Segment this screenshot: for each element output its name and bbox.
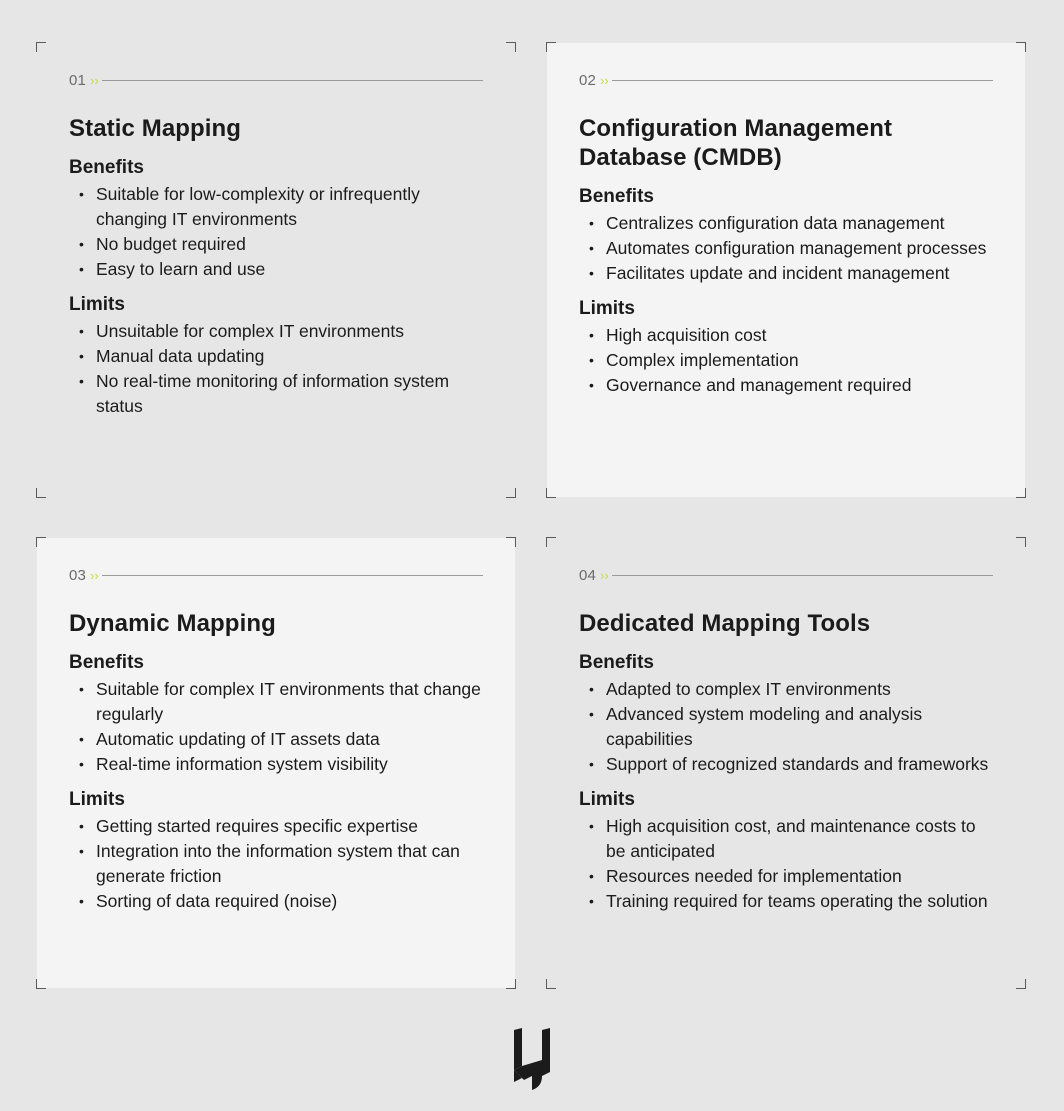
list-item: • No real-time monitoring of information system status: [79, 371, 450, 416]
list-item: • Training required for teams operating the solution: [579, 889, 993, 914]
card-number: 03: [69, 566, 87, 584]
bullet-dot-icon: •: [79, 731, 84, 747]
corner-mark: [546, 537, 556, 547]
bullet-dot-icon: •: [589, 818, 594, 834]
list-item: • No budget required: [69, 232, 483, 257]
bullet-dot-icon: •: [589, 756, 594, 772]
card-dynamic-mapping: [37, 538, 515, 988]
list-item: • Governance and management required: [579, 373, 993, 398]
list-item: • Sorting of data required (noise): [69, 889, 483, 914]
card-title: Configuration Management Database (CMDB): [579, 115, 893, 171]
corner-mark: [506, 488, 516, 498]
bullet-dot-icon: •: [79, 236, 84, 252]
list-item: • Getting started requires specific expertise: [69, 814, 483, 839]
divider-line: [102, 575, 483, 576]
double-chevron-right-icon: ››: [600, 72, 609, 88]
list-item: • High acquisition cost: [579, 323, 993, 348]
list-item: • Facilitates update and incident management: [579, 261, 993, 286]
bullet-dot-icon: •: [589, 706, 594, 722]
list-item: • Suitable for complex IT environments that change regularly: [79, 679, 481, 724]
limits-heading: Limits: [579, 789, 635, 810]
corner-mark: [36, 42, 46, 52]
bullet-dot-icon: •: [79, 843, 84, 859]
corner-mark: [506, 42, 516, 52]
bullet-dot-icon: •: [589, 352, 594, 368]
bullet-dot-icon: •: [589, 265, 594, 281]
limits-list: [69, 814, 483, 914]
limits-heading: Limits: [579, 298, 635, 319]
card-title: Dedicated Mapping Tools: [579, 610, 871, 637]
bullet-dot-icon: •: [589, 681, 594, 697]
list-item: • Suitable for low-complexity or infrequently changing IT environments: [79, 184, 420, 229]
card-title: Dynamic Mapping: [69, 610, 276, 637]
bullet-dot-icon: •: [589, 215, 594, 231]
card-number: 02: [579, 71, 597, 89]
corner-mark: [36, 979, 46, 989]
corner-mark: [546, 979, 556, 989]
list-item: • Manual data updating: [69, 344, 483, 369]
card-number-row: [579, 71, 993, 89]
corner-mark: [506, 537, 516, 547]
card-dedicated-mapping-tools: [547, 538, 1025, 988]
corner-mark: [1016, 537, 1026, 547]
divider-line: [612, 575, 993, 576]
divider-line: [612, 80, 993, 81]
bullet-dot-icon: •: [589, 327, 594, 343]
card-cmdb: [547, 43, 1025, 497]
double-chevron-right-icon: ››: [90, 72, 99, 88]
benefits-heading: Benefits: [69, 652, 144, 673]
brand-logo: [511, 1026, 553, 1092]
corner-mark: [36, 537, 46, 547]
list-item: • Automates configuration management processes: [579, 236, 993, 261]
list-item: • Real-time information system visibility: [69, 752, 483, 777]
limits-list: [69, 319, 483, 419]
card-static-mapping: [37, 43, 515, 497]
limits-list: [579, 814, 993, 914]
bullet-dot-icon: •: [79, 756, 84, 772]
list-item: • Centralizes configuration data management: [579, 211, 993, 236]
corner-mark: [546, 488, 556, 498]
bullet-dot-icon: •: [589, 377, 594, 393]
benefits-list: [69, 677, 483, 777]
limits-list: [579, 323, 993, 398]
benefits-heading: Benefits: [579, 186, 654, 207]
bullet-dot-icon: •: [79, 818, 84, 834]
benefits-list: [579, 211, 993, 286]
corner-mark: [506, 979, 516, 989]
corner-mark: [36, 488, 46, 498]
list-item: • Adapted to complex IT environments: [579, 677, 993, 702]
divider-line: [102, 80, 483, 81]
bullet-dot-icon: •: [79, 893, 84, 909]
corner-mark: [546, 42, 556, 52]
list-item: • Support of recognized standards and frameworks: [579, 752, 993, 777]
bullet-dot-icon: •: [79, 681, 84, 697]
benefits-heading: Benefits: [579, 652, 654, 673]
card-number: 01: [69, 71, 87, 89]
corner-mark: [1016, 488, 1026, 498]
list-item: • Unsuitable for complex IT environments: [69, 319, 483, 344]
bullet-dot-icon: •: [79, 373, 84, 389]
corner-mark: [1016, 42, 1026, 52]
list-item: • Resources needed for implementation: [579, 864, 993, 889]
list-item: • High acquisition cost, and maintenance costs to be anticipated: [589, 816, 976, 861]
bullet-dot-icon: •: [79, 261, 84, 277]
bullet-dot-icon: •: [79, 323, 84, 339]
double-chevron-right-icon: ››: [600, 567, 609, 583]
card-number-row: [69, 71, 483, 89]
bullet-dot-icon: •: [79, 348, 84, 364]
card-number: 04: [579, 566, 597, 584]
list-item: • Complex implementation: [579, 348, 993, 373]
bullet-dot-icon: •: [589, 240, 594, 256]
bullet-dot-icon: •: [589, 893, 594, 909]
bullet-dot-icon: •: [79, 186, 84, 202]
bullet-dot-icon: •: [589, 868, 594, 884]
card-number-row: [69, 566, 483, 584]
corner-mark: [1016, 979, 1026, 989]
list-item: • Integration into the information system that can generate friction: [79, 841, 460, 886]
benefits-list: [69, 182, 483, 282]
limits-heading: Limits: [69, 294, 125, 315]
list-item: • Automatic updating of IT assets data: [69, 727, 483, 752]
card-title: Static Mapping: [69, 115, 242, 142]
benefits-heading: Benefits: [69, 157, 144, 178]
list-item: • Easy to learn and use: [69, 257, 483, 282]
double-chevron-right-icon: ››: [90, 567, 99, 583]
card-number-row: [579, 566, 993, 584]
benefits-list: [579, 677, 993, 777]
limits-heading: Limits: [69, 789, 125, 810]
list-item: • Advanced system modeling and analysis capabilities: [589, 704, 923, 749]
